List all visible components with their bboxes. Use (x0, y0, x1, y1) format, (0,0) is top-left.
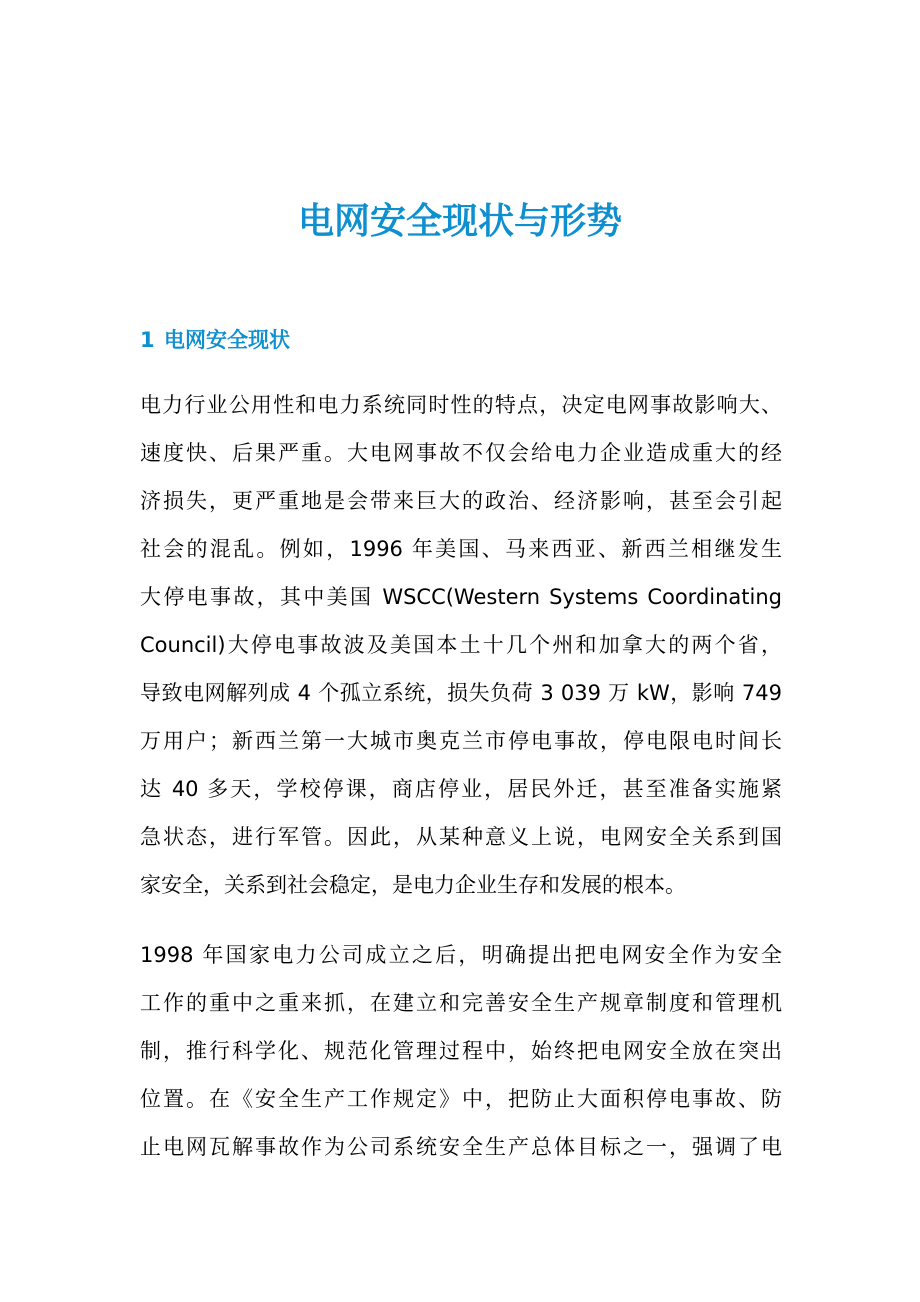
paragraph-line: 导致电网解列成 4 个孤立系统，损失负荷 3 039 万 kW，影响 749 (140, 681, 782, 705)
paragraph-line: 位置。在《安全生产工作规定》中，把防止大面积停电事故、防 (140, 1087, 782, 1111)
paragraph-line: 社会的混乱。例如，1996 年美国、马来西亚、新西兰相继发生 (140, 537, 782, 561)
paragraph-line: 大停电事故，其中美国 WSCC(Western Systems Coordinating (140, 585, 782, 609)
paragraph-line: 达 40 多天，学校停课，商店停业，居民外迁，甚至准备实施紧 (140, 777, 782, 801)
paragraph-line: 济损失，更严重地是会带来巨大的政治、经济影响，甚至会引起 (140, 489, 782, 513)
paragraph-line: 工作的重中之重来抓，在建立和完善安全生产规章制度和管理机 (140, 991, 782, 1015)
paragraph-line: 止电网瓦解事故作为公司系统安全生产总体目标之一，强调了电 (140, 1135, 782, 1159)
paragraph-line: 速度快、后果严重。大电网事故不仅会给电力企业造成重大的经 (140, 441, 782, 465)
paragraph-line: 万用户；新西兰第一大城市奥克兰市停电事故，停电限电时间长 (140, 729, 782, 753)
section-title: 电网安全现状 (164, 328, 290, 352)
paragraph-line: 急状态，进行军管。因此，从某种意义上说，电网安全关系到国 (140, 825, 782, 849)
paragraph-line: 制，推行科学化、规范化管理过程中，始终把电网安全放在突出 (140, 1039, 782, 1063)
paragraph-line: 家安全，关系到社会稳定，是电力企业生存和发展的根本。 (140, 873, 686, 897)
section-heading (140, 324, 290, 356)
paragraph-line: 电力行业公用性和电力系统同时性的特点，决定电网事故影响大、 (140, 393, 782, 417)
paragraph-line: Council)大停电事故波及美国本土十几个州和加拿大的两个省， (140, 633, 782, 657)
document-title: 电网安全现状与形势 (297, 201, 622, 242)
paragraph-line: 1998 年国家电力公司成立之后，明确提出把电网安全作为安全 (140, 943, 782, 967)
section-number: 1 (140, 328, 155, 352)
